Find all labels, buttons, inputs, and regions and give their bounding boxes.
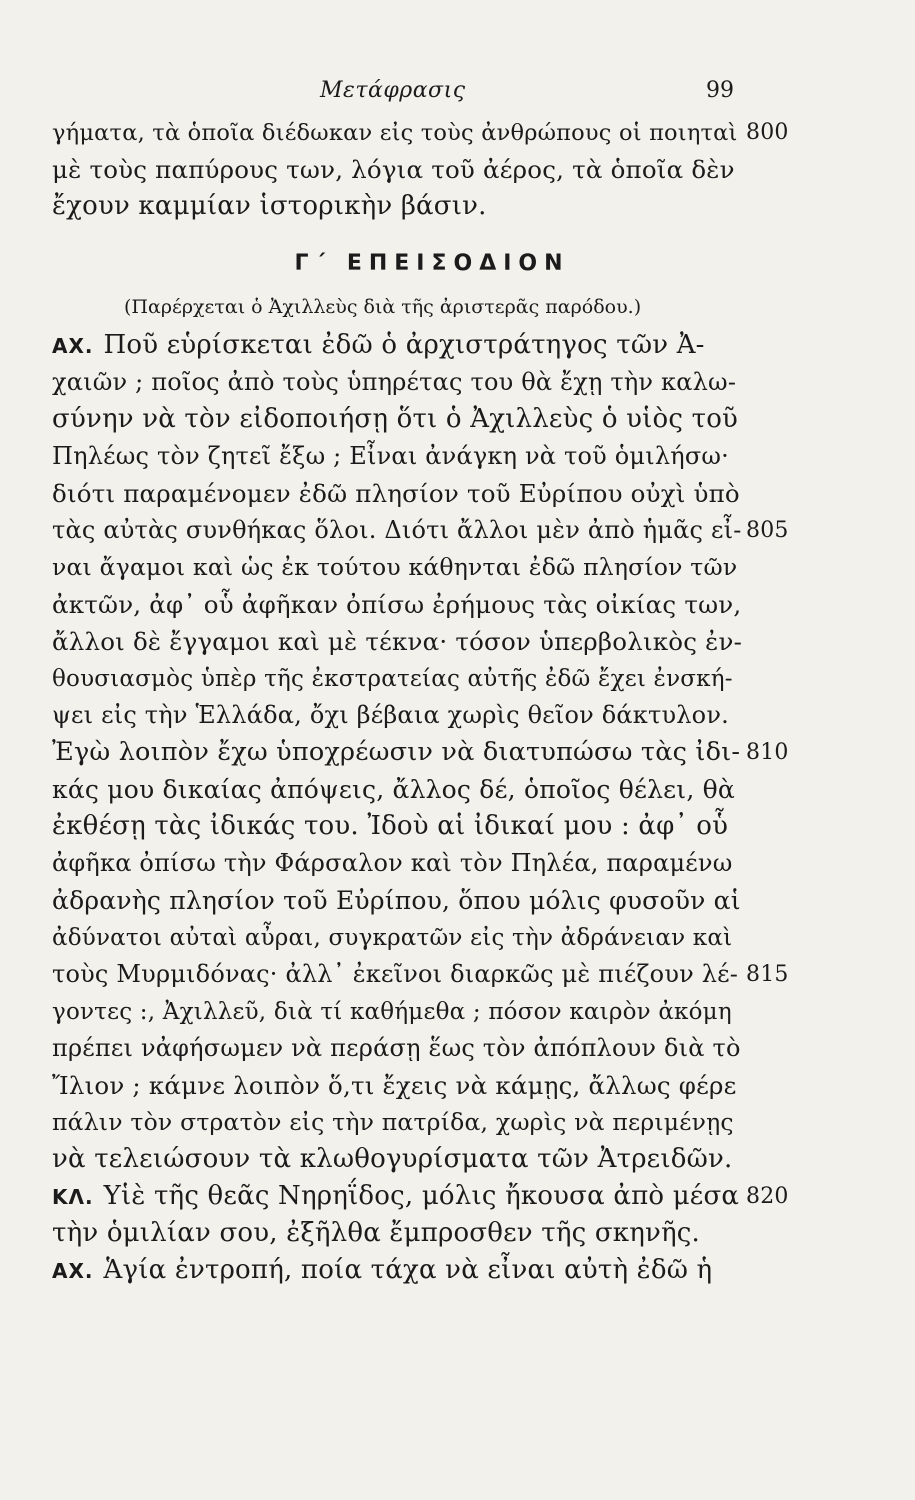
text-line	[52, 114, 789, 151]
running-title: Μετάφρασις	[320, 78, 466, 103]
line-text: ἔχουν καμμίαν ἱστορικὴν βάσιν.	[52, 191, 487, 221]
text-block-before-heading	[52, 114, 789, 225]
text-line	[52, 475, 772, 512]
text-line	[52, 660, 772, 697]
line-text: τὰς αὐτὰς συνθήκας ὅλοι. Διότι ἄλλοι μὲν ἀπὸ ἡμᾶς εἶ-	[52, 516, 742, 544]
text-line	[52, 438, 772, 475]
text-line	[52, 623, 772, 660]
line-number: 805	[746, 518, 789, 543]
text-line	[52, 364, 772, 401]
line-text: πάλιν τὸν στρατὸν εἰς τὴν πατρίδα, χωρὶς νὰ περιμένῃς	[52, 1108, 734, 1136]
text-line	[52, 188, 772, 225]
text-line	[52, 882, 772, 919]
text-line	[52, 919, 772, 956]
line-text: τοὺς Μυρμιδόνας· ἀλλ᾽ ἐκεῖνοι διαρκῶς μὲ πιέζουν λέ-	[52, 960, 739, 988]
text-line	[52, 1178, 789, 1215]
line-text: Ἁγία ἐντροπή, ποία τάχα νὰ εἶναι αὐτὴ ἐδῶ ἡ	[103, 1255, 713, 1285]
line-text: γήματα, τὰ ὁποῖα διέδωκαν εἰς τοὺς ἀνθρώπους οἱ ποιηταὶ	[52, 120, 738, 146]
line-text: μὲ τοὺς παπύρους των, λόγια τοῦ ἀέρος, τὰ ὁποῖα δὲν	[52, 155, 735, 184]
line-text: Ποῦ εὑρίσκεται ἐδῶ ὁ ἀρχιστράτηγος τῶν Ἀ-	[103, 330, 705, 360]
episode-heading: Γ΄ ΕΠΕΙΣΟΔΙΟΝ	[294, 251, 570, 276]
text-line	[52, 1067, 772, 1104]
text-line	[52, 1104, 772, 1141]
line-text: νὰ τελειώσουν τὰ κλωθογυρίσματα τῶν Ἀτρειδῶν.	[52, 1144, 733, 1174]
text-line	[52, 151, 772, 188]
line-text: ἀκτῶν, ἀφ᾽ οὗ ἀφῆκαν ὀπίσω ἐρήμους τὰς οἰκίας των,	[52, 590, 742, 619]
text-line	[52, 697, 772, 734]
text-line	[52, 1215, 772, 1252]
line-text: διότι παραμένομεν ἐδῶ πλησίον τοῦ Εὐρίπου οὐχὶ ὑπὸ	[52, 479, 740, 508]
line-text: χαιῶν ; ποῖος ἀπὸ τοὺς ὑπηρέτας του θὰ ἔχῃ τὴν καλω-	[52, 368, 737, 396]
page-number: 99	[706, 78, 734, 103]
text-line	[52, 549, 772, 586]
line-number: 800	[746, 120, 789, 145]
line-text: ἀδρανὴς πλησίον τοῦ Εὐρίπου, ὅπου μόλις φυσοῦν αἱ	[52, 886, 741, 915]
text-line	[52, 586, 772, 623]
text-line	[52, 771, 772, 808]
line-text: Ἐγὼ λοιπὸν ἔχω ὑποχρέωσιν νὰ διατυπώσω τὰς ἰδι-	[52, 737, 741, 767]
line-text: ἀδύνατοι αὐταὶ αὖραι, συγκρατῶν εἰς τὴν ἀδράνειαν καὶ	[52, 925, 733, 951]
line-number: 815	[746, 962, 789, 987]
line-text: Πηλέως τὸν ζητεῖ ἔξω ; Εἶναι ἀνάγκη νὰ τοῦ ὁμιλήσω·	[52, 442, 730, 470]
page-header	[0, 78, 915, 112]
line-text: πρέπει νἀφήσωμεν νὰ περάσῃ ἕως τὸν ἀπόπλουν διὰ τὸ	[52, 1034, 741, 1062]
line-text: τὴν ὁμιλίαν σου, ἐξῆλθα ἔμπροσθεν τῆς σκηνῆς.	[52, 1218, 701, 1248]
text-line	[52, 327, 772, 364]
text-line	[52, 401, 772, 438]
line-text: ἀφῆκα ὀπίσω τὴν Φάρσαλον καὶ τὸν Πηλέα, παραμένω	[52, 849, 733, 877]
spacer	[52, 225, 772, 241]
text-line	[52, 1030, 772, 1067]
line-text: ἄλλοι δὲ ἔγγαμοι καὶ μὲ τέκνα· τόσον ὑπερβολικὸς ἐν-	[52, 627, 743, 656]
text-line	[52, 734, 789, 771]
line-text: Ἴλιον ; κάμνε λοιπὸν ὅ,τι ἔχεις νὰ κάμῃς, ἄλλως φέρε	[52, 1071, 737, 1100]
line-text: σύνην νὰ τὸν εἰδοποιήσῃ ὅτι ὁ Ἀχιλλεὺς ὁ υἱὸς τοῦ	[52, 404, 739, 434]
line-number: 810	[746, 740, 789, 765]
text-line	[52, 1252, 772, 1289]
line-text: ναι ἄγαμοι καὶ ὡς ἐκ τούτου κάθηνται ἐδῶ πλησίον τῶν	[52, 553, 738, 581]
text-line	[52, 512, 789, 549]
main-text	[52, 114, 789, 1289]
text-line	[52, 993, 772, 1030]
dialogue-block	[52, 327, 789, 1289]
line-text: θουσιασμὸς ὑπὲρ τῆς ἐκστρατείας αὐτῆς ἐδῶ ἔχει ἐνσκή-	[52, 666, 733, 692]
line-text: Υἱὲ τῆς θεᾶς Νηρηΐδος, μόλις ἤκουσα ἀπὸ μέσα	[103, 1181, 740, 1211]
speaker-label: ΑΧ.	[52, 1259, 94, 1283]
text-line	[52, 808, 772, 845]
text-line	[52, 845, 772, 882]
line-text: ἐκθέσῃ τὰς ἰδικάς του. Ἰδοὺ αἱ ἰδικαί μου : ἀφ᾽ οὗ	[52, 811, 729, 841]
line-text: κάς μου δικαίας ἀπόψεις, ἄλλος δέ, ὁποῖος θέλει, θὰ	[52, 775, 735, 804]
stage-direction: (Παρέρχεται ὁ Ἀχιλλεὺς διὰ τῆς ἀριστερᾶς παρόδου.)	[124, 296, 642, 318]
line-text: γοντες :, Ἀχιλλεῦ, διὰ τί καθήμεθα ; πόσον καιρὸν ἀκόμη	[52, 999, 732, 1025]
line-text: ψει εἰς τὴν Ἑλλάδα, ὄχι βέβαια χωρὶς θεῖον δάκτυλον.	[52, 701, 729, 729]
text-line	[52, 956, 789, 993]
speaker-label: ΚΛ.	[52, 1185, 94, 1209]
text-line	[52, 1141, 772, 1178]
line-number: 820	[746, 1184, 789, 1209]
speaker-label: ΑΧ.	[52, 334, 94, 358]
